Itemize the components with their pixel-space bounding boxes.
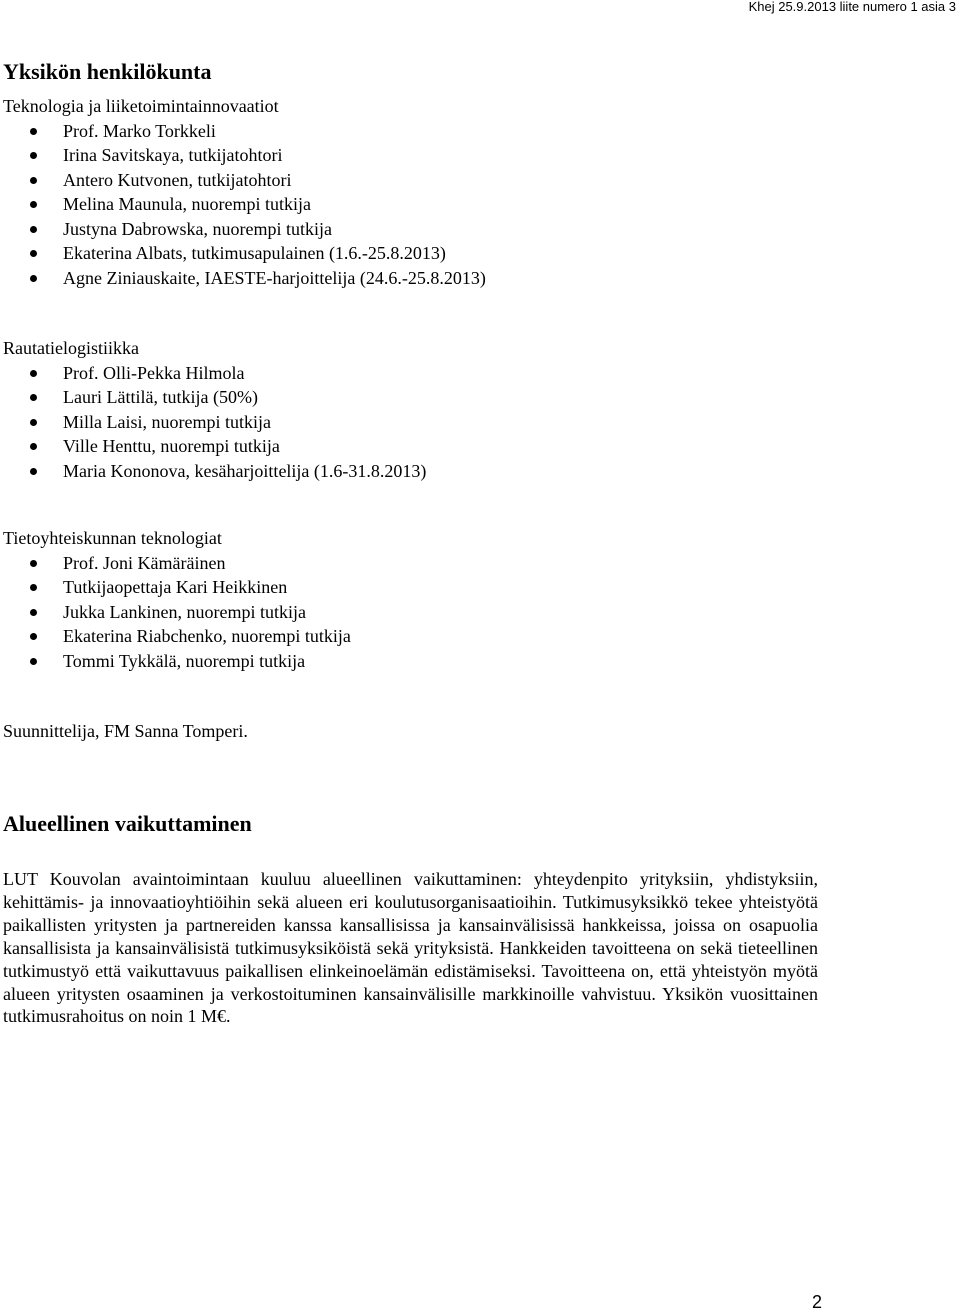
- bullet-icon: [30, 419, 37, 426]
- list-item: [3, 168, 960, 193]
- list-item: [3, 600, 960, 625]
- member-text: Prof. Olli-Pekka Hilmola: [63, 362, 245, 383]
- member-text: Prof. Marko Torkkeli: [63, 120, 216, 141]
- list-item: [3, 241, 960, 266]
- bullet-icon: [30, 250, 37, 257]
- member-text: Jukka Lankinen, nuorempi tutkija: [63, 601, 306, 622]
- bullet-icon: [30, 584, 37, 591]
- bullet-icon: [30, 177, 37, 184]
- bullet-icon: [30, 201, 37, 208]
- member-text: Maria Kononova, kesäharjoittelija (1.6-31.8.2013): [63, 460, 427, 481]
- list-item: [3, 575, 960, 600]
- member-text: Prof. Joni Kämäräinen: [63, 552, 226, 573]
- bullet-icon: [30, 128, 37, 135]
- group-title: Rautatielogistiikka: [3, 338, 139, 358]
- member-text: Irina Savitskaya, tutkijatohtori: [63, 145, 283, 165]
- group-railway-logistics: [3, 336, 960, 483]
- bullet-icon: [30, 275, 37, 282]
- bullet-icon: [30, 152, 37, 159]
- list-item: [3, 410, 960, 435]
- member-text: Tutkijaopettaja Kari Heikkinen: [63, 577, 288, 597]
- list-item: [3, 266, 960, 291]
- group-technology-business-innovation: [3, 94, 960, 290]
- member-list: [3, 361, 960, 484]
- group-title: Teknologia ja liiketoimintainnovaatiot: [3, 96, 279, 116]
- list-item: [3, 192, 960, 217]
- member-text: Antero Kutvonen, tutkijatohtori: [63, 169, 292, 190]
- bullet-icon: [30, 443, 37, 450]
- member-text: Lauri Lättilä, tutkija (50%): [63, 387, 258, 407]
- list-item: [3, 217, 960, 242]
- list-item: [3, 434, 960, 459]
- list-item: [3, 459, 960, 484]
- bullet-icon: [30, 560, 37, 567]
- bullet-icon: [30, 658, 37, 665]
- list-item: [3, 385, 960, 410]
- list-item: [3, 551, 960, 576]
- bullet-icon: [30, 633, 37, 640]
- regional-paragraph: LUT Kouvolan avaintoimintaan kuuluu alueellinen vaikuttaminen: yhteydenpito yrityksiin, yhdistyksiin, kehittämis- ja innovaatioyhtiöihin sekä alueen eri koulutusorganisaatioihin. Tutkimusyksikkö tekee yhteistyötä paikallisten yritysten ja partnereiden kanssa kansallisissa ja kansainvälisissä hankkeissa, joissa on osapuolia kansallisista ja kansainvälisistä tutkimusyksiköistä sekä yrityksistä. Hankkeiden tavoitteena on sekä tieteellinen tutkimustyö että vaikuttavuus paikallisen elinkeinoelämän edistämiseksi. Tavoitteena on, että yhteistyön myötä alueen yritysten osaaminen ja verkostoituminen kansainvälisille markkinoille vahvistuu. Yksikön vuosittainen tutkimusrahoitus on noin 1 M€.: [3, 869, 818, 1027]
- regional-heading: Alueellinen vaikuttaminen: [3, 811, 252, 836]
- list-item: [3, 649, 960, 674]
- member-text: Melina Maunula, nuorempi tutkija: [63, 194, 311, 214]
- group-information-society-technologies: [3, 526, 960, 673]
- bullet-icon: [30, 370, 37, 377]
- bullet-icon: [30, 468, 37, 475]
- list-item: [3, 361, 960, 386]
- group-title: Tietoyhteiskunnan teknologiat: [3, 528, 222, 548]
- header-note: Khej 25.9.2013 liite numero 1 asia 3: [748, 0, 956, 14]
- bullet-icon: [30, 609, 37, 616]
- member-text: Milla Laisi, nuorempi tutkija: [63, 411, 271, 432]
- list-item: [3, 119, 960, 144]
- member-text: Ville Henttu, nuorempi tutkija: [63, 436, 280, 456]
- member-text: Ekaterina Riabchenko, nuorempi tutkija: [63, 626, 351, 646]
- list-item: [3, 143, 960, 168]
- member-text: Agne Ziniauskaite, IAESTE-harjoittelija (24.6.-25.8.2013): [63, 267, 486, 288]
- staff-heading: Yksikön henkilökunta: [3, 59, 212, 84]
- member-text: Justyna Dabrowska, nuorempi tutkija: [63, 218, 332, 239]
- bullet-icon: [30, 226, 37, 233]
- member-text: Tommi Tykkälä, nuorempi tutkija: [63, 650, 306, 671]
- member-text: Ekaterina Albats, tutkimusapulainen (1.6.-25.8.2013): [63, 243, 446, 263]
- member-list: [3, 119, 960, 291]
- member-list: [3, 551, 960, 674]
- page-number: 2: [811, 1292, 822, 1312]
- list-item: [3, 624, 960, 649]
- planner-line: Suunnittelija, FM Sanna Tomperi.: [3, 721, 248, 741]
- bullet-icon: [30, 394, 37, 401]
